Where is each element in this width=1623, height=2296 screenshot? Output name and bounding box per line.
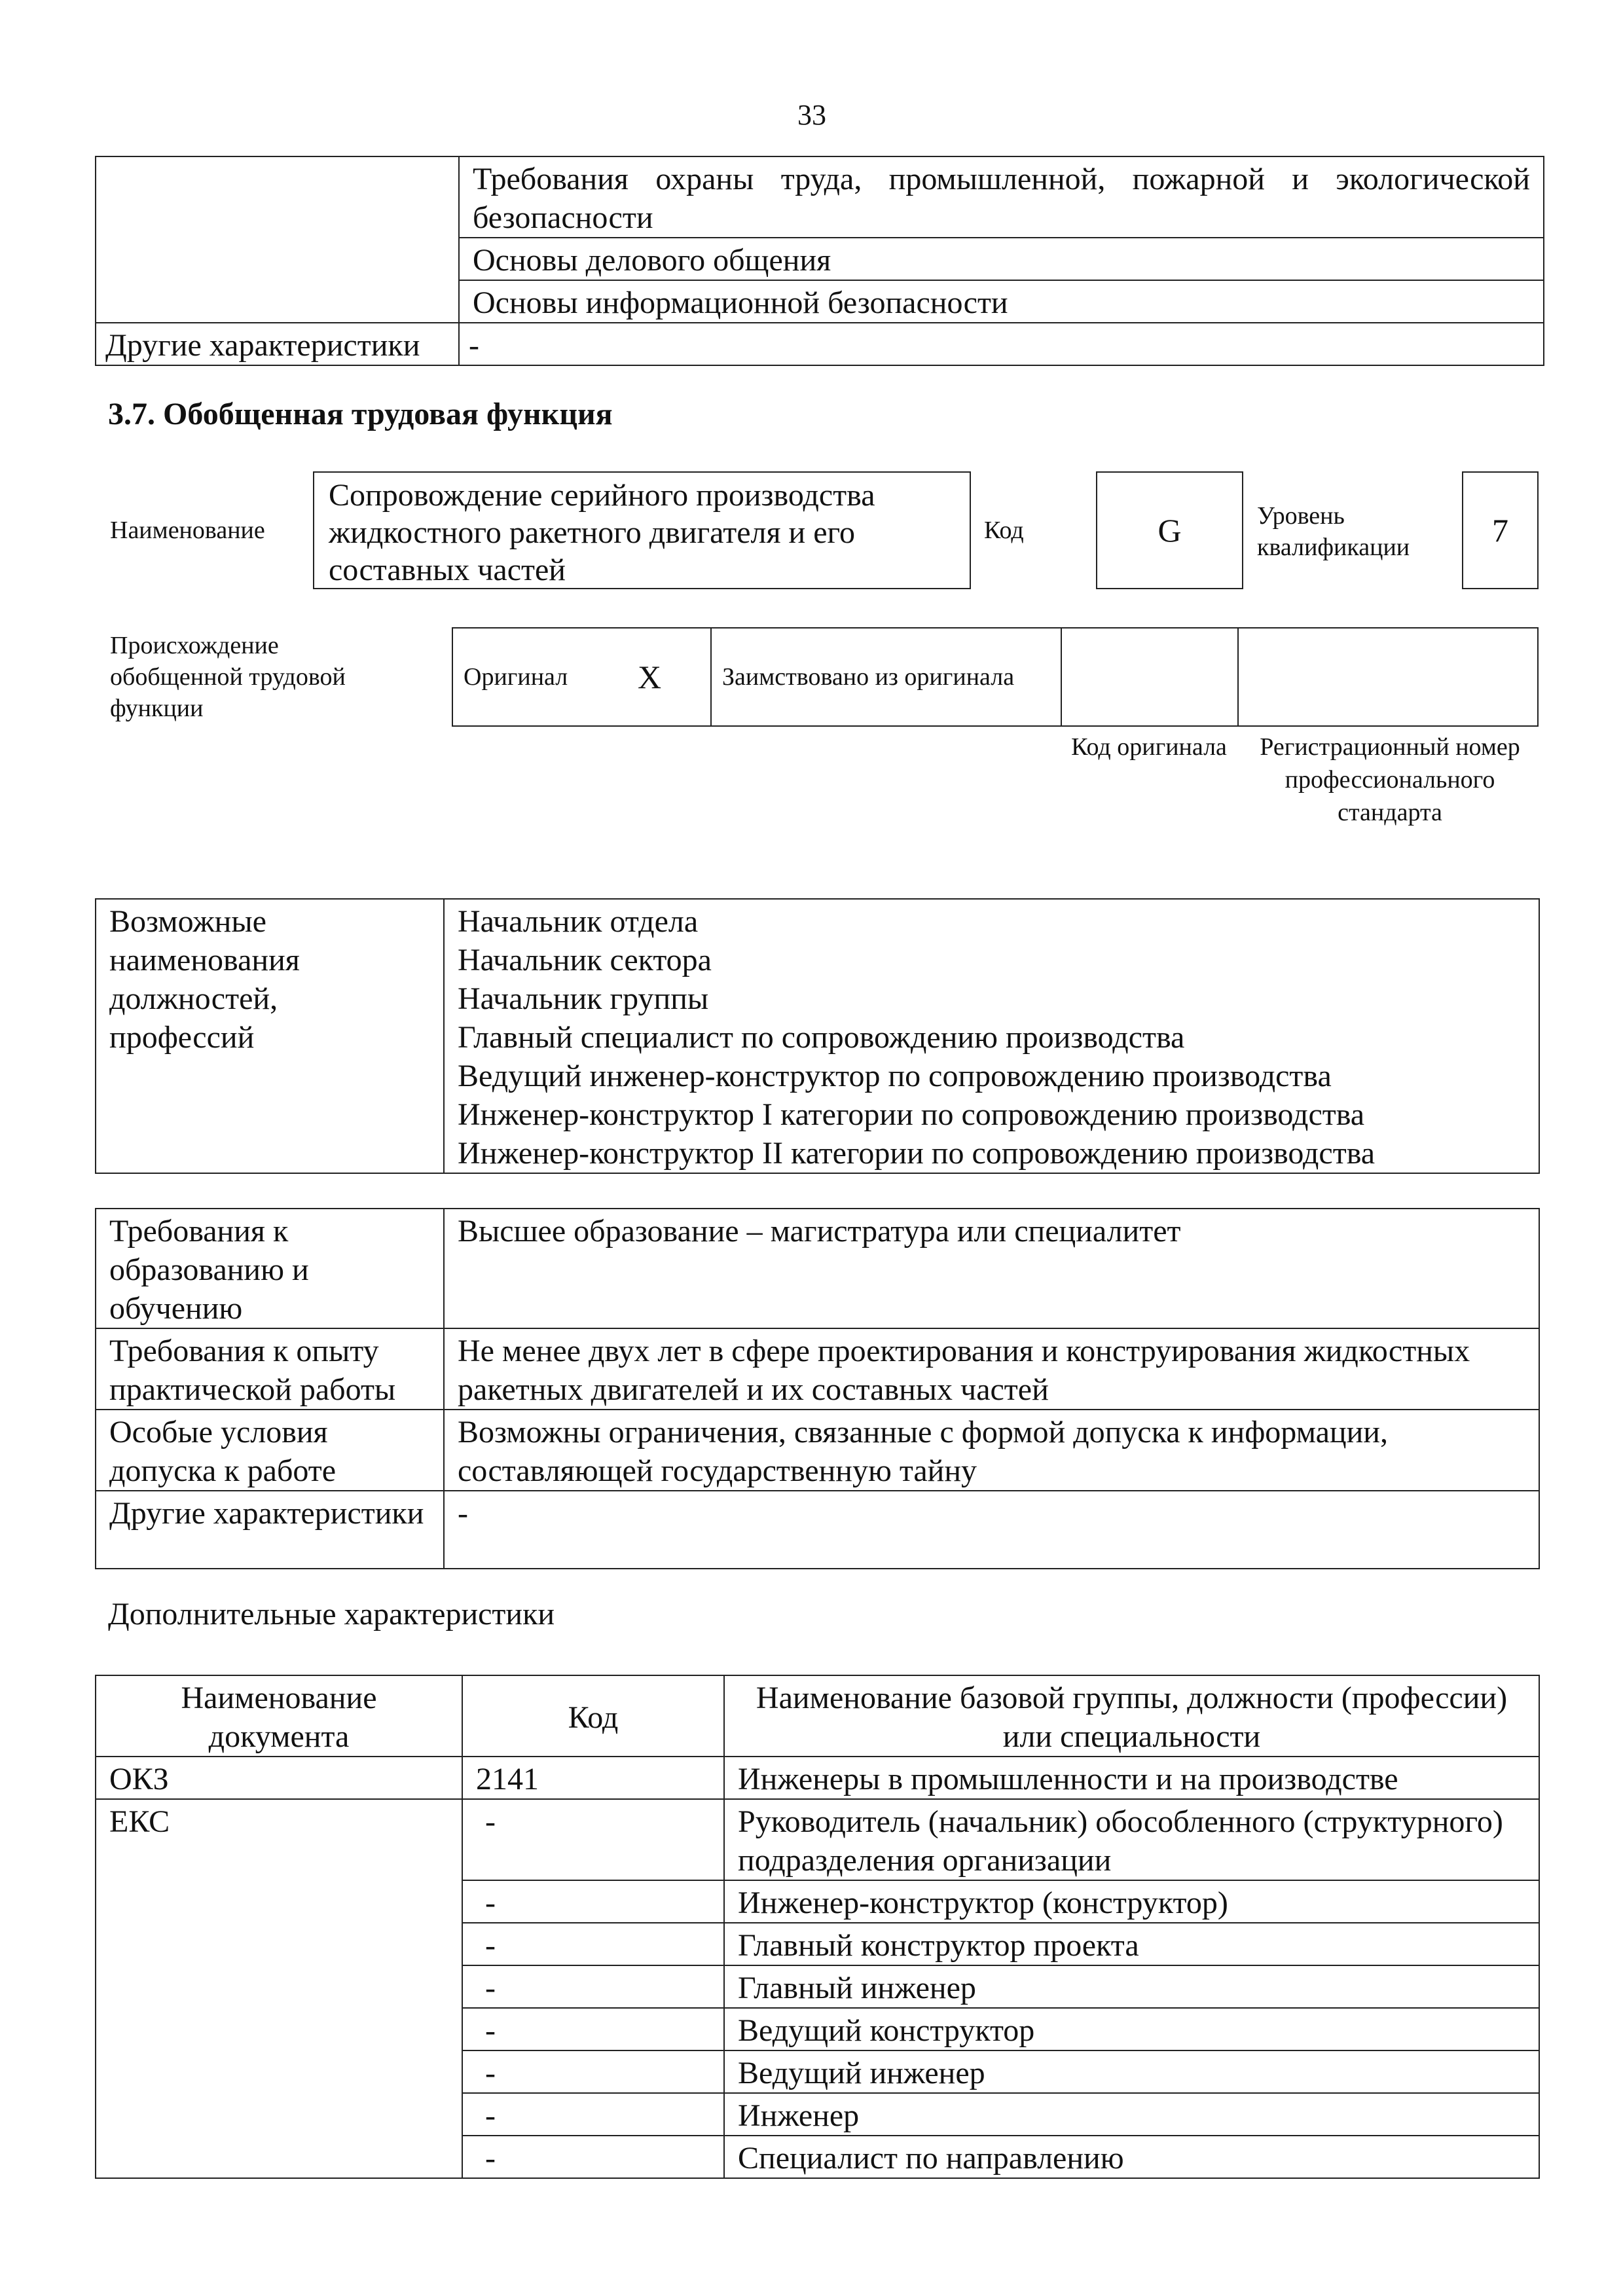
section-heading: 3.7. Обобщенная трудовая функция [108,397,613,431]
header-code: Код [462,1675,724,1757]
origin-table [452,627,1539,727]
position-item: Начальник группы [458,981,709,1016]
original-mark: X [638,659,662,695]
name-cell: Инженер-конструктор (конструктор) [724,1880,1539,1923]
function-name: Сопровождение серийного производства жидкостного ракетного двигателя и его составных частей [313,471,971,589]
knowledge-item: Основы делового общения [459,238,1544,280]
name-cell: Инженер [724,2093,1539,2136]
empty-label-cell [96,156,459,323]
code-cell: - [462,1923,724,1965]
registration-number-caption: Регистрационный номер профессионального стандарта [1260,733,1520,826]
positions-list [444,899,1539,1173]
original-code-cell [1062,629,1239,725]
original-code-caption: Код оригинала [1071,733,1227,761]
function-code: G [1096,471,1243,589]
name-cell: Главный инженер [724,1965,1539,2008]
experience-value: Не менее двух лет в сфере проектирования и конструирования жидкостных ракетных двигателей и их составных частей [444,1328,1539,1410]
position-item: Начальник отдела [458,904,699,939]
name-cell: Руководитель (начальник) обособленного (структурного) подразделения организации [724,1799,1539,1880]
doc-cell: ОКЗ [96,1757,462,1799]
origin-label: Происхождение обобщенной трудовой функции [110,632,346,722]
header-document: Наименование документа [96,1675,462,1757]
other-characteristics-value: - [459,323,1544,365]
code-cell: 2141 [462,1757,724,1799]
qualification-level: 7 [1462,471,1539,589]
page-number: 33 [797,99,826,131]
header-group-name: Наименование базовой группы, должности (профессии) или специальности [724,1675,1539,1757]
knowledge-item: Требования охраны труда, промышленной, пожарной и экологической безопасности [459,156,1544,238]
additional-table [95,1675,1540,2179]
code-cell: - [462,2008,724,2050]
code-cell: - [462,2136,724,2178]
position-item: Инженер-конструктор II категории по сопровождению производства [458,1136,1376,1171]
requirements-table [95,1208,1540,1569]
position-item: Начальник сектора [458,943,712,977]
name-cell: Главный конструктор проекта [724,1923,1539,1965]
code-label: Код [984,517,1024,544]
position-item: Инженер-конструктор I категории по сопровождению производства [458,1097,1365,1132]
position-item: Ведущий инженер-конструктор по сопровождению производства [458,1059,1332,1093]
code-cell: - [462,1880,724,1923]
level-label: Уровень квалификации [1257,502,1410,561]
access-conditions-value: Возможны ограничения, связанные с формой допуска к информации, составляющей государственную тайну [444,1410,1539,1491]
name-cell: Ведущий инженер [724,2050,1539,2093]
positions-label: Возможные наименования должностей, профессий [96,899,444,1173]
doc-cell: ЕКС [96,1799,462,2178]
code-cell: - [462,2093,724,2136]
name-cell: Ведущий конструктор [724,2008,1539,2050]
code-cell: - [462,1965,724,2008]
name-cell: Специалист по направлению [724,2136,1539,2178]
other-value: - [444,1491,1539,1569]
registration-number-cell [1239,629,1537,725]
positions-table [95,898,1540,1174]
top-knowledge-table [95,156,1544,366]
additional-title: Дополнительные характеристики [108,1597,555,1631]
knowledge-item: Основы информационной безопасности [459,280,1544,323]
code-cell: - [462,2050,724,2093]
position-item: Главный специалист по сопровождению производства [458,1020,1185,1055]
education-label: Требования к образованию и обучению [96,1209,444,1328]
other-characteristics-label: Другие характеристики [96,323,459,365]
borrowed-cell [712,629,1062,725]
original-cell [453,629,712,725]
education-value: Высшее образование – магистратура или специалитет [444,1209,1539,1328]
borrowed-label: Заимствовано из оригинала [722,663,1015,691]
name-cell: Инженеры в промышленности и на производстве [724,1757,1539,1799]
original-label: Оригинал [464,663,568,691]
experience-label: Требования к опыту практической работы [96,1328,444,1410]
code-cell: - [462,1799,724,1880]
access-conditions-label: Особые условия допуска к работе [96,1410,444,1491]
name-label: Наименование [110,517,265,544]
other-label: Другие характеристики [96,1491,444,1569]
